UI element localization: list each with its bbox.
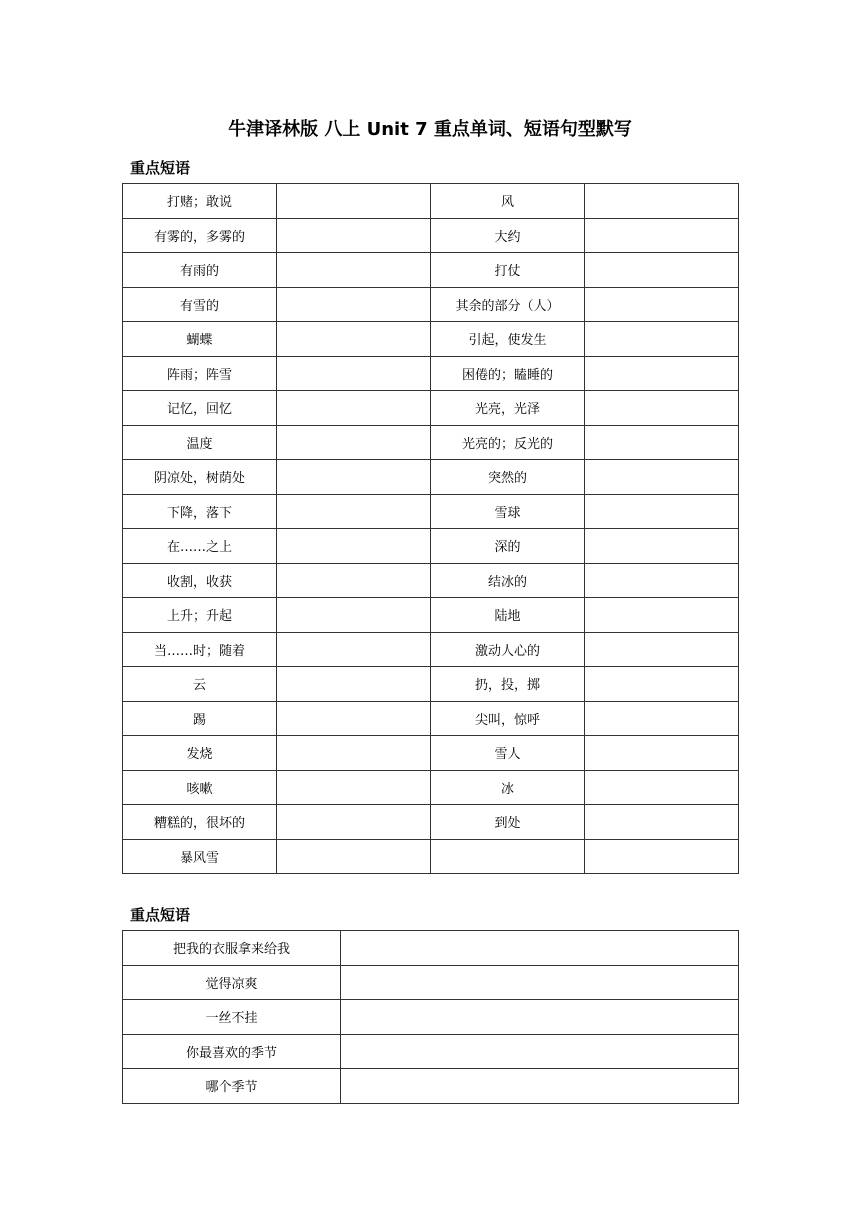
table-row [123, 736, 739, 771]
word-prompt: 雪球 [431, 494, 585, 529]
answer-cell[interactable] [277, 218, 431, 253]
answer-cell[interactable] [341, 931, 739, 966]
answer-cell[interactable] [277, 253, 431, 288]
word-prompt: 打仗 [431, 253, 585, 288]
answer-cell[interactable] [585, 839, 739, 874]
answer-cell[interactable] [341, 965, 739, 1000]
table-row [123, 667, 739, 702]
answer-cell[interactable] [277, 460, 431, 495]
word-prompt: 尖叫，惊呼 [431, 701, 585, 736]
word-prompt: 其余的部分（人） [431, 287, 585, 322]
word-prompt: 冰 [431, 770, 585, 805]
table-row [123, 1000, 739, 1035]
word-prompt: 暴风雪 [123, 839, 277, 874]
table-row [123, 563, 739, 598]
table-row [123, 701, 739, 736]
word-prompt: 在……之上 [123, 529, 277, 564]
word-prompt: 发烧 [123, 736, 277, 771]
answer-cell[interactable] [585, 494, 739, 529]
answer-cell[interactable] [585, 218, 739, 253]
answer-cell[interactable] [277, 356, 431, 391]
answer-cell[interactable] [585, 632, 739, 667]
answer-cell[interactable] [341, 1034, 739, 1069]
answer-cell[interactable] [585, 391, 739, 426]
word-prompt: 有雪的 [123, 287, 277, 322]
answer-cell[interactable] [277, 563, 431, 598]
word-prompt: 有雨的 [123, 253, 277, 288]
phrase-prompt: 你最喜欢的季节 [123, 1034, 341, 1069]
word-prompt: 到处 [431, 805, 585, 840]
table-row [123, 1034, 739, 1069]
table-row [123, 460, 739, 495]
word-prompt: 困倦的；瞌睡的 [431, 356, 585, 391]
word-prompt: 踢 [123, 701, 277, 736]
word-prompt: 打赌；敢说 [123, 184, 277, 219]
answer-cell[interactable] [585, 425, 739, 460]
answer-cell[interactable] [277, 736, 431, 771]
table-row [123, 253, 739, 288]
word-prompt: 云 [123, 667, 277, 702]
answer-cell[interactable] [585, 287, 739, 322]
answer-cell[interactable] [585, 667, 739, 702]
word-prompt: 阵雨；阵雪 [123, 356, 277, 391]
word-prompt: 光亮，光泽 [431, 391, 585, 426]
table-row [123, 287, 739, 322]
table-row [123, 184, 739, 219]
table-row [123, 356, 739, 391]
word-prompt: 雪人 [431, 736, 585, 771]
word-prompt: 激动人心的 [431, 632, 585, 667]
table-row [123, 598, 739, 633]
word-prompt: 引起，使发生 [431, 322, 585, 357]
answer-cell[interactable] [585, 322, 739, 357]
answer-cell[interactable] [585, 529, 739, 564]
word-prompt: 上升；升起 [123, 598, 277, 633]
answer-cell[interactable] [585, 356, 739, 391]
answer-cell[interactable] [585, 598, 739, 633]
table-row [123, 425, 739, 460]
answer-cell[interactable] [277, 667, 431, 702]
word-prompt: 大约 [431, 218, 585, 253]
word-prompt: 有雾的，多雾的 [123, 218, 277, 253]
table-row [123, 1069, 739, 1104]
word-prompt: 结冰的 [431, 563, 585, 598]
phrase-prompt: 把我的衣服拿来给我 [123, 931, 341, 966]
answer-cell[interactable] [277, 598, 431, 633]
answer-cell[interactable] [277, 805, 431, 840]
answer-cell[interactable] [341, 1069, 739, 1104]
word-prompt [431, 839, 585, 874]
word-prompt: 风 [431, 184, 585, 219]
answer-cell[interactable] [277, 632, 431, 667]
word-prompt: 蝴蝶 [123, 322, 277, 357]
table-row [123, 632, 739, 667]
phrase-prompt: 一丝不挂 [123, 1000, 341, 1035]
answer-cell[interactable] [585, 460, 739, 495]
word-prompt: 光亮的；反光的 [431, 425, 585, 460]
word-prompt: 扔，投，掷 [431, 667, 585, 702]
word-prompt: 收割，收获 [123, 563, 277, 598]
answer-cell[interactable] [585, 701, 739, 736]
phrase-prompt: 觉得凉爽 [123, 965, 341, 1000]
table-row [123, 494, 739, 529]
word-prompt: 温度 [123, 425, 277, 460]
table-row [123, 218, 739, 253]
answer-cell[interactable] [585, 770, 739, 805]
table-row [123, 391, 739, 426]
answer-cell[interactable] [277, 494, 431, 529]
answer-cell[interactable] [277, 701, 431, 736]
word-prompt: 阴凉处，树荫处 [123, 460, 277, 495]
answer-cell[interactable] [277, 770, 431, 805]
answer-cell[interactable] [277, 425, 431, 460]
answer-cell[interactable] [277, 184, 431, 219]
answer-cell[interactable] [585, 253, 739, 288]
page-title: 牛津译林版 八上 Unit 7 重点单词、短语句型默写 [228, 119, 632, 140]
answer-cell[interactable] [585, 805, 739, 840]
answer-cell[interactable] [277, 529, 431, 564]
word-prompt: 糟糕的，很坏的 [123, 805, 277, 840]
word-prompt: 咳嗽 [123, 770, 277, 805]
table-row [123, 770, 739, 805]
phrase-prompt: 哪个季节 [123, 1069, 341, 1104]
answer-cell[interactable] [277, 322, 431, 357]
answer-cell[interactable] [585, 736, 739, 771]
word-prompt: 深的 [431, 529, 585, 564]
table-row [123, 322, 739, 357]
section-heading-words: 重点短语 [130, 159, 191, 177]
answer-cell[interactable] [277, 391, 431, 426]
words-table [122, 183, 739, 874]
answer-cell[interactable] [277, 287, 431, 322]
word-prompt: 下降，落下 [123, 494, 277, 529]
table-row [123, 839, 739, 874]
table-row [123, 931, 739, 966]
word-prompt: 陆地 [431, 598, 585, 633]
word-prompt: 突然的 [431, 460, 585, 495]
word-prompt: 记忆，回忆 [123, 391, 277, 426]
answer-cell[interactable] [277, 839, 431, 874]
answer-cell[interactable] [585, 184, 739, 219]
table-row [123, 965, 739, 1000]
word-prompt: 当……时；随着 [123, 632, 277, 667]
answer-cell[interactable] [341, 1000, 739, 1035]
phrases-table [122, 930, 739, 1104]
table-row [123, 805, 739, 840]
table-row [123, 529, 739, 564]
answer-cell[interactable] [585, 563, 739, 598]
section-heading-phrases: 重点短语 [130, 906, 191, 924]
